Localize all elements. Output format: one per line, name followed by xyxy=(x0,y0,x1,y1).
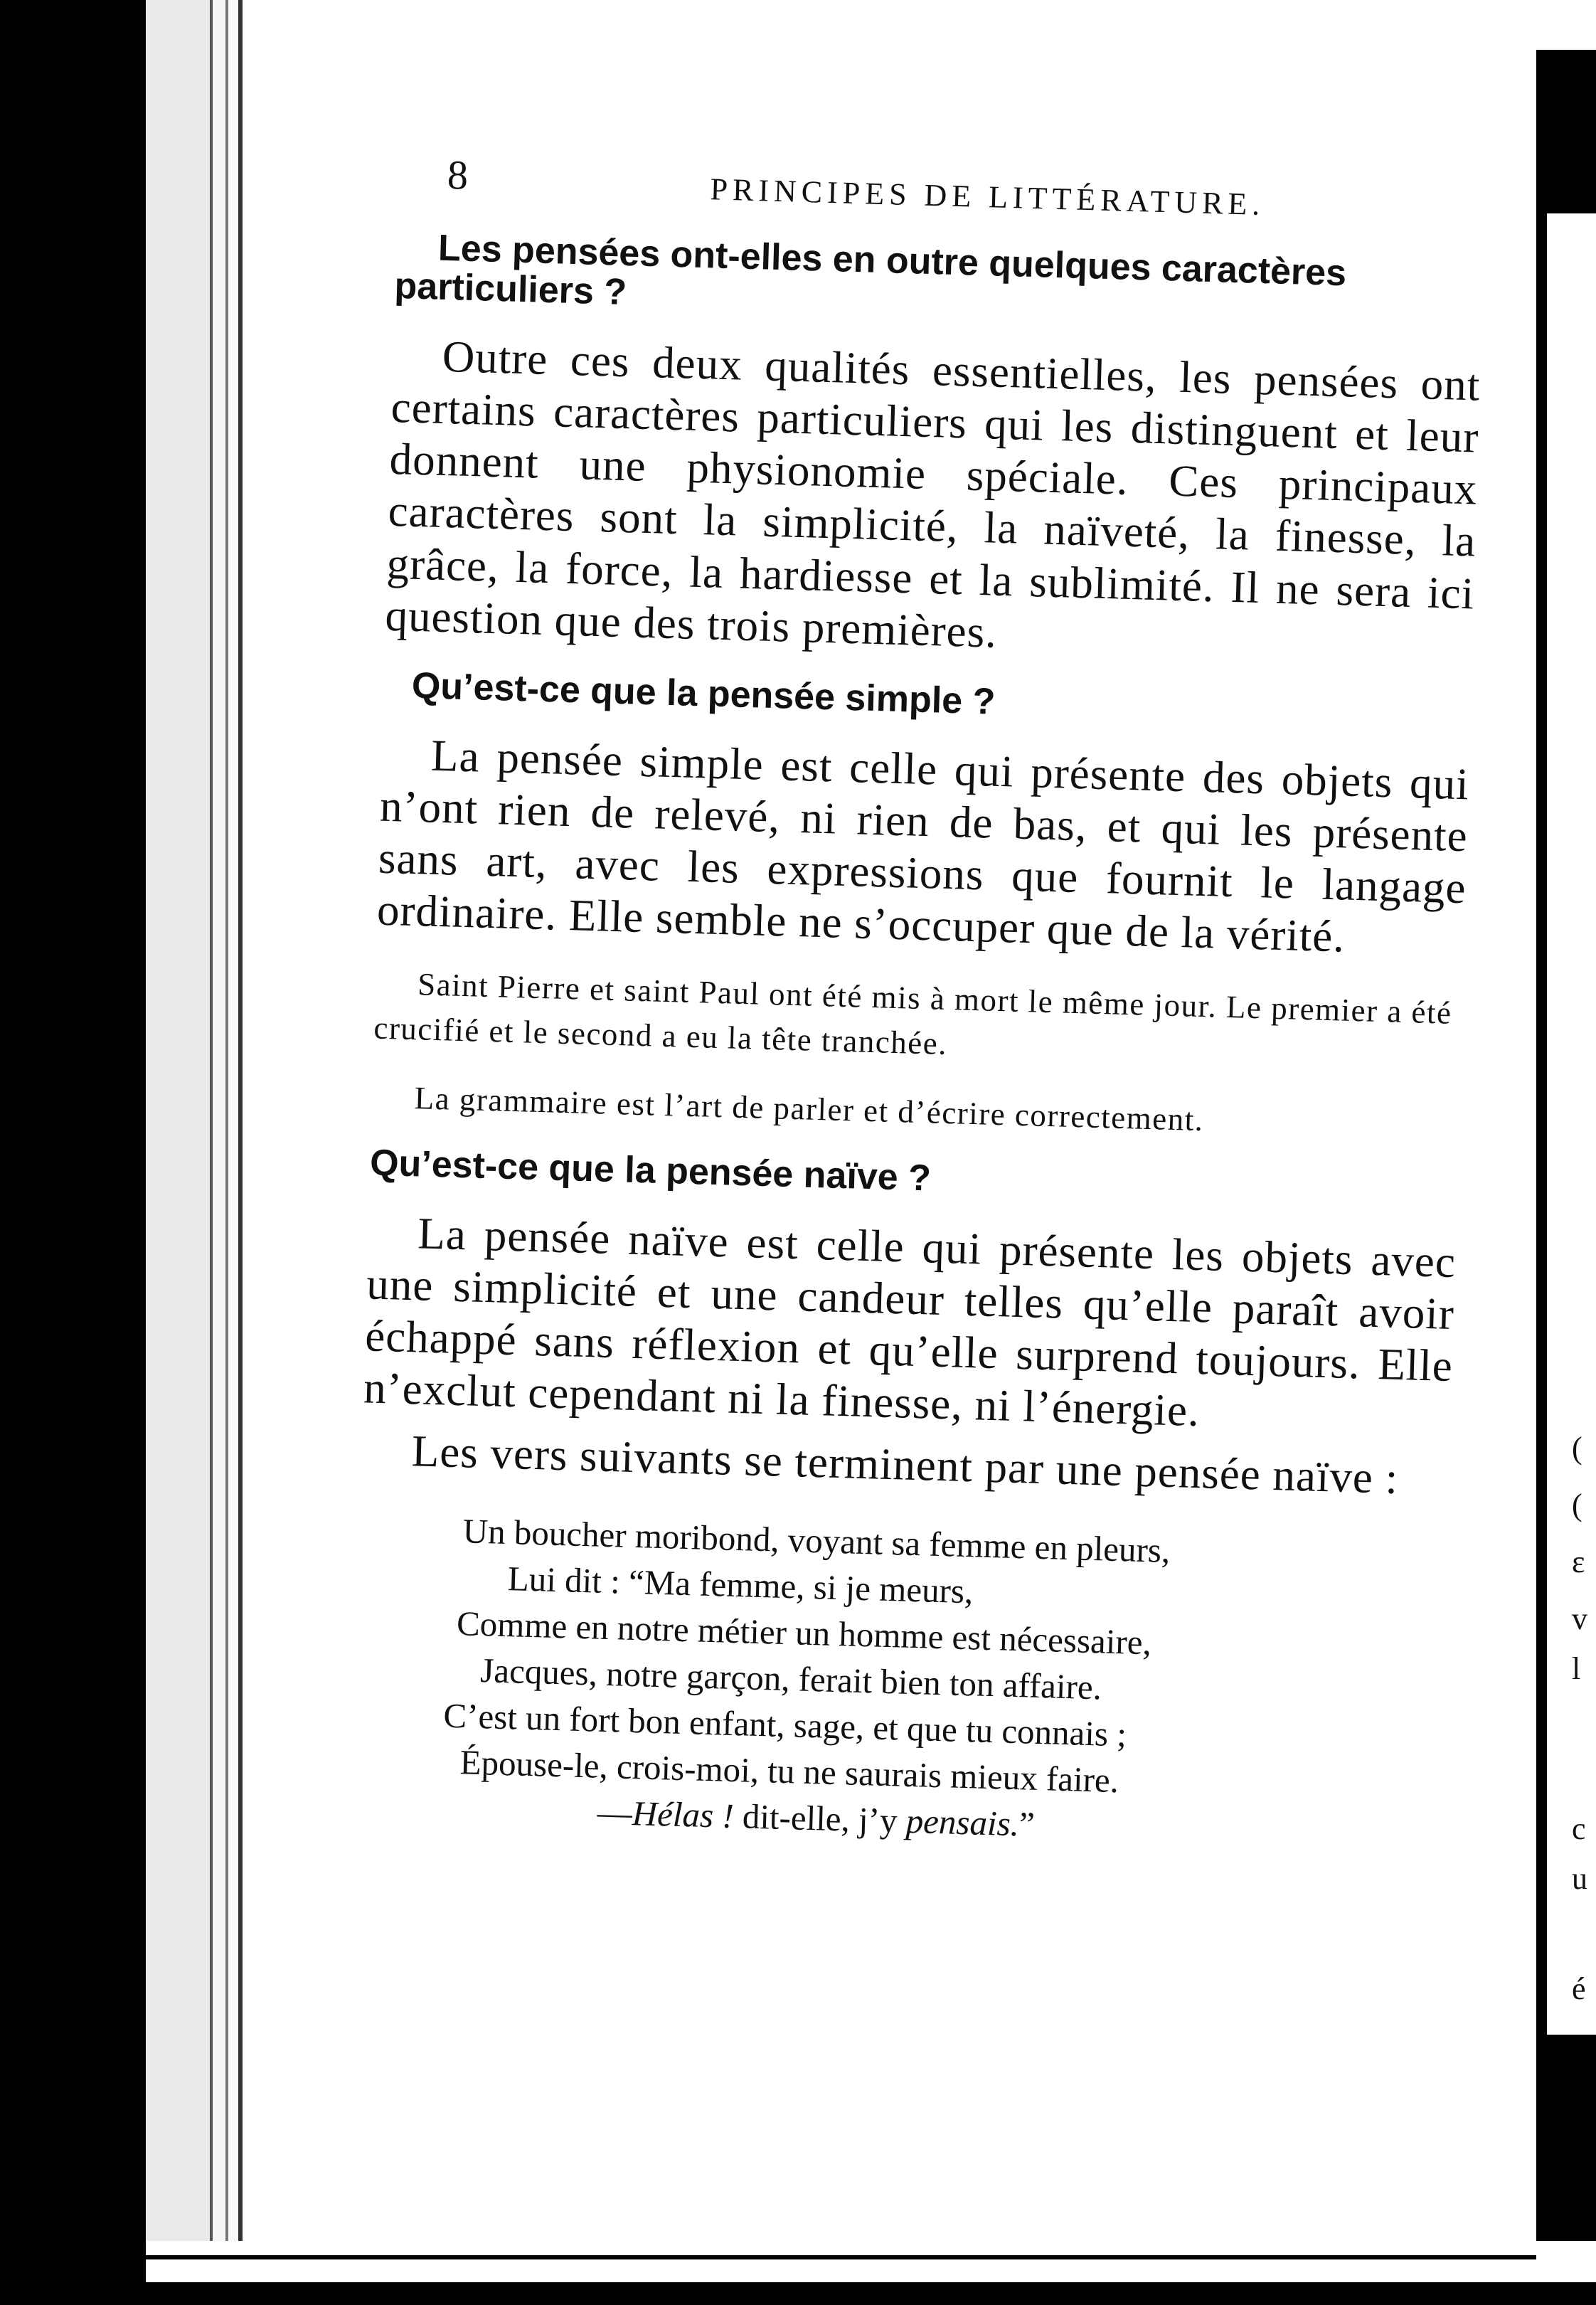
body-paragraph: Outre ces deux qualités essentielles, les pensées ont certains caractères particuliers qui les distinguent et leur donnent une physionomie spéciale. Ces principaux caractères sont la simplicité, la naïveté, la finesse, la grâce, la force, la hardiesse et la sublimité. Il ne sera ici question que des trois premières. xyxy=(384,332,1481,657)
verse-line: Lui dit : “Ma femme, si je meurs, xyxy=(507,1558,974,1611)
scan-bottom-rule xyxy=(146,2241,1536,2282)
running-title: PRINCIPES DE LITTÉRATURE. xyxy=(709,171,1265,223)
question-heading: Qu’est-ce que la pensée simple ? xyxy=(411,664,996,723)
question-heading: Les pensées ont-elles en outre quelques caractères particuliers ? xyxy=(393,227,1347,313)
verse-line: Comme en notre métier un homme est nécessaire, xyxy=(456,1603,1152,1663)
verse-fragment-italic: pensais. xyxy=(905,1801,1020,1844)
body-paragraph: La pensée naïve est celle qui présente les objets avec une simplicité et une candeur telles qu’elle paraît avoir échappé sans réflexion et qu’elle surprend toujours. Elle n’exclut cependant ni la finesse, ni l’énergie. xyxy=(363,1208,1457,1436)
scan-border-bottom xyxy=(0,2282,1596,2305)
verse-line: C’est un fort bon enfant, sage, et que tu connais ; xyxy=(442,1695,1127,1754)
example-text: La grammaire est l’art de parler et d’écrire correctement. xyxy=(414,1079,1205,1138)
verse-quotation xyxy=(351,1505,1448,1860)
scan-border-left xyxy=(0,0,146,2305)
verse-line: Jacques, notre garçon, ferait bien ton affaire. xyxy=(479,1650,1102,1707)
next-page-glyph: u xyxy=(1572,1861,1587,1896)
next-page-glyph: é xyxy=(1572,1971,1586,2006)
next-page-glyph: v xyxy=(1572,1601,1587,1636)
page-number: 8 xyxy=(447,151,469,198)
verse-fragment: dit-elle, j’y xyxy=(733,1796,907,1841)
verse-fragment-italic: Hélas ! xyxy=(632,1793,735,1836)
page-content xyxy=(351,149,1486,1859)
next-page-glyph: ( xyxy=(1572,1488,1582,1522)
book-page-edges xyxy=(146,0,260,2305)
next-page-edge xyxy=(1547,213,1596,2035)
verse-fragment: ” xyxy=(1018,1804,1036,1845)
body-paragraph: Les vers suivants se terminent par une pensée naïve : xyxy=(410,1426,1400,1504)
body-paragraph: La pensée simple est celle qui présente des objets qui n’ont rien de relevé, ni rien de bas, et qui les présente sans art, avec les expressions que fournit le langage ordinaire. Elle semble ne s’occuper que de la vérité. xyxy=(376,730,1470,963)
next-page-glyph: l xyxy=(1572,1651,1581,1686)
question-heading: Qu’est-ce que la pensée naïve ? xyxy=(369,1142,932,1199)
verse-fragment: — xyxy=(597,1793,633,1833)
next-page-glyph: c xyxy=(1572,1811,1586,1846)
next-page-glyph: ε xyxy=(1572,1544,1585,1579)
verse-line: Un boucher moribond, voyant sa femme en pleurs, xyxy=(462,1510,1171,1570)
next-page-glyph: ( xyxy=(1572,1431,1582,1466)
verse-line: Épouse-le, crois-moi, tu ne saurais mieux faire. xyxy=(459,1742,1119,1801)
example-text: Saint Pierre et saint Paul ont été mis à mort le même jour. Le premier a été crucifié et le second a eu la tête tranchée. xyxy=(373,965,1453,1061)
